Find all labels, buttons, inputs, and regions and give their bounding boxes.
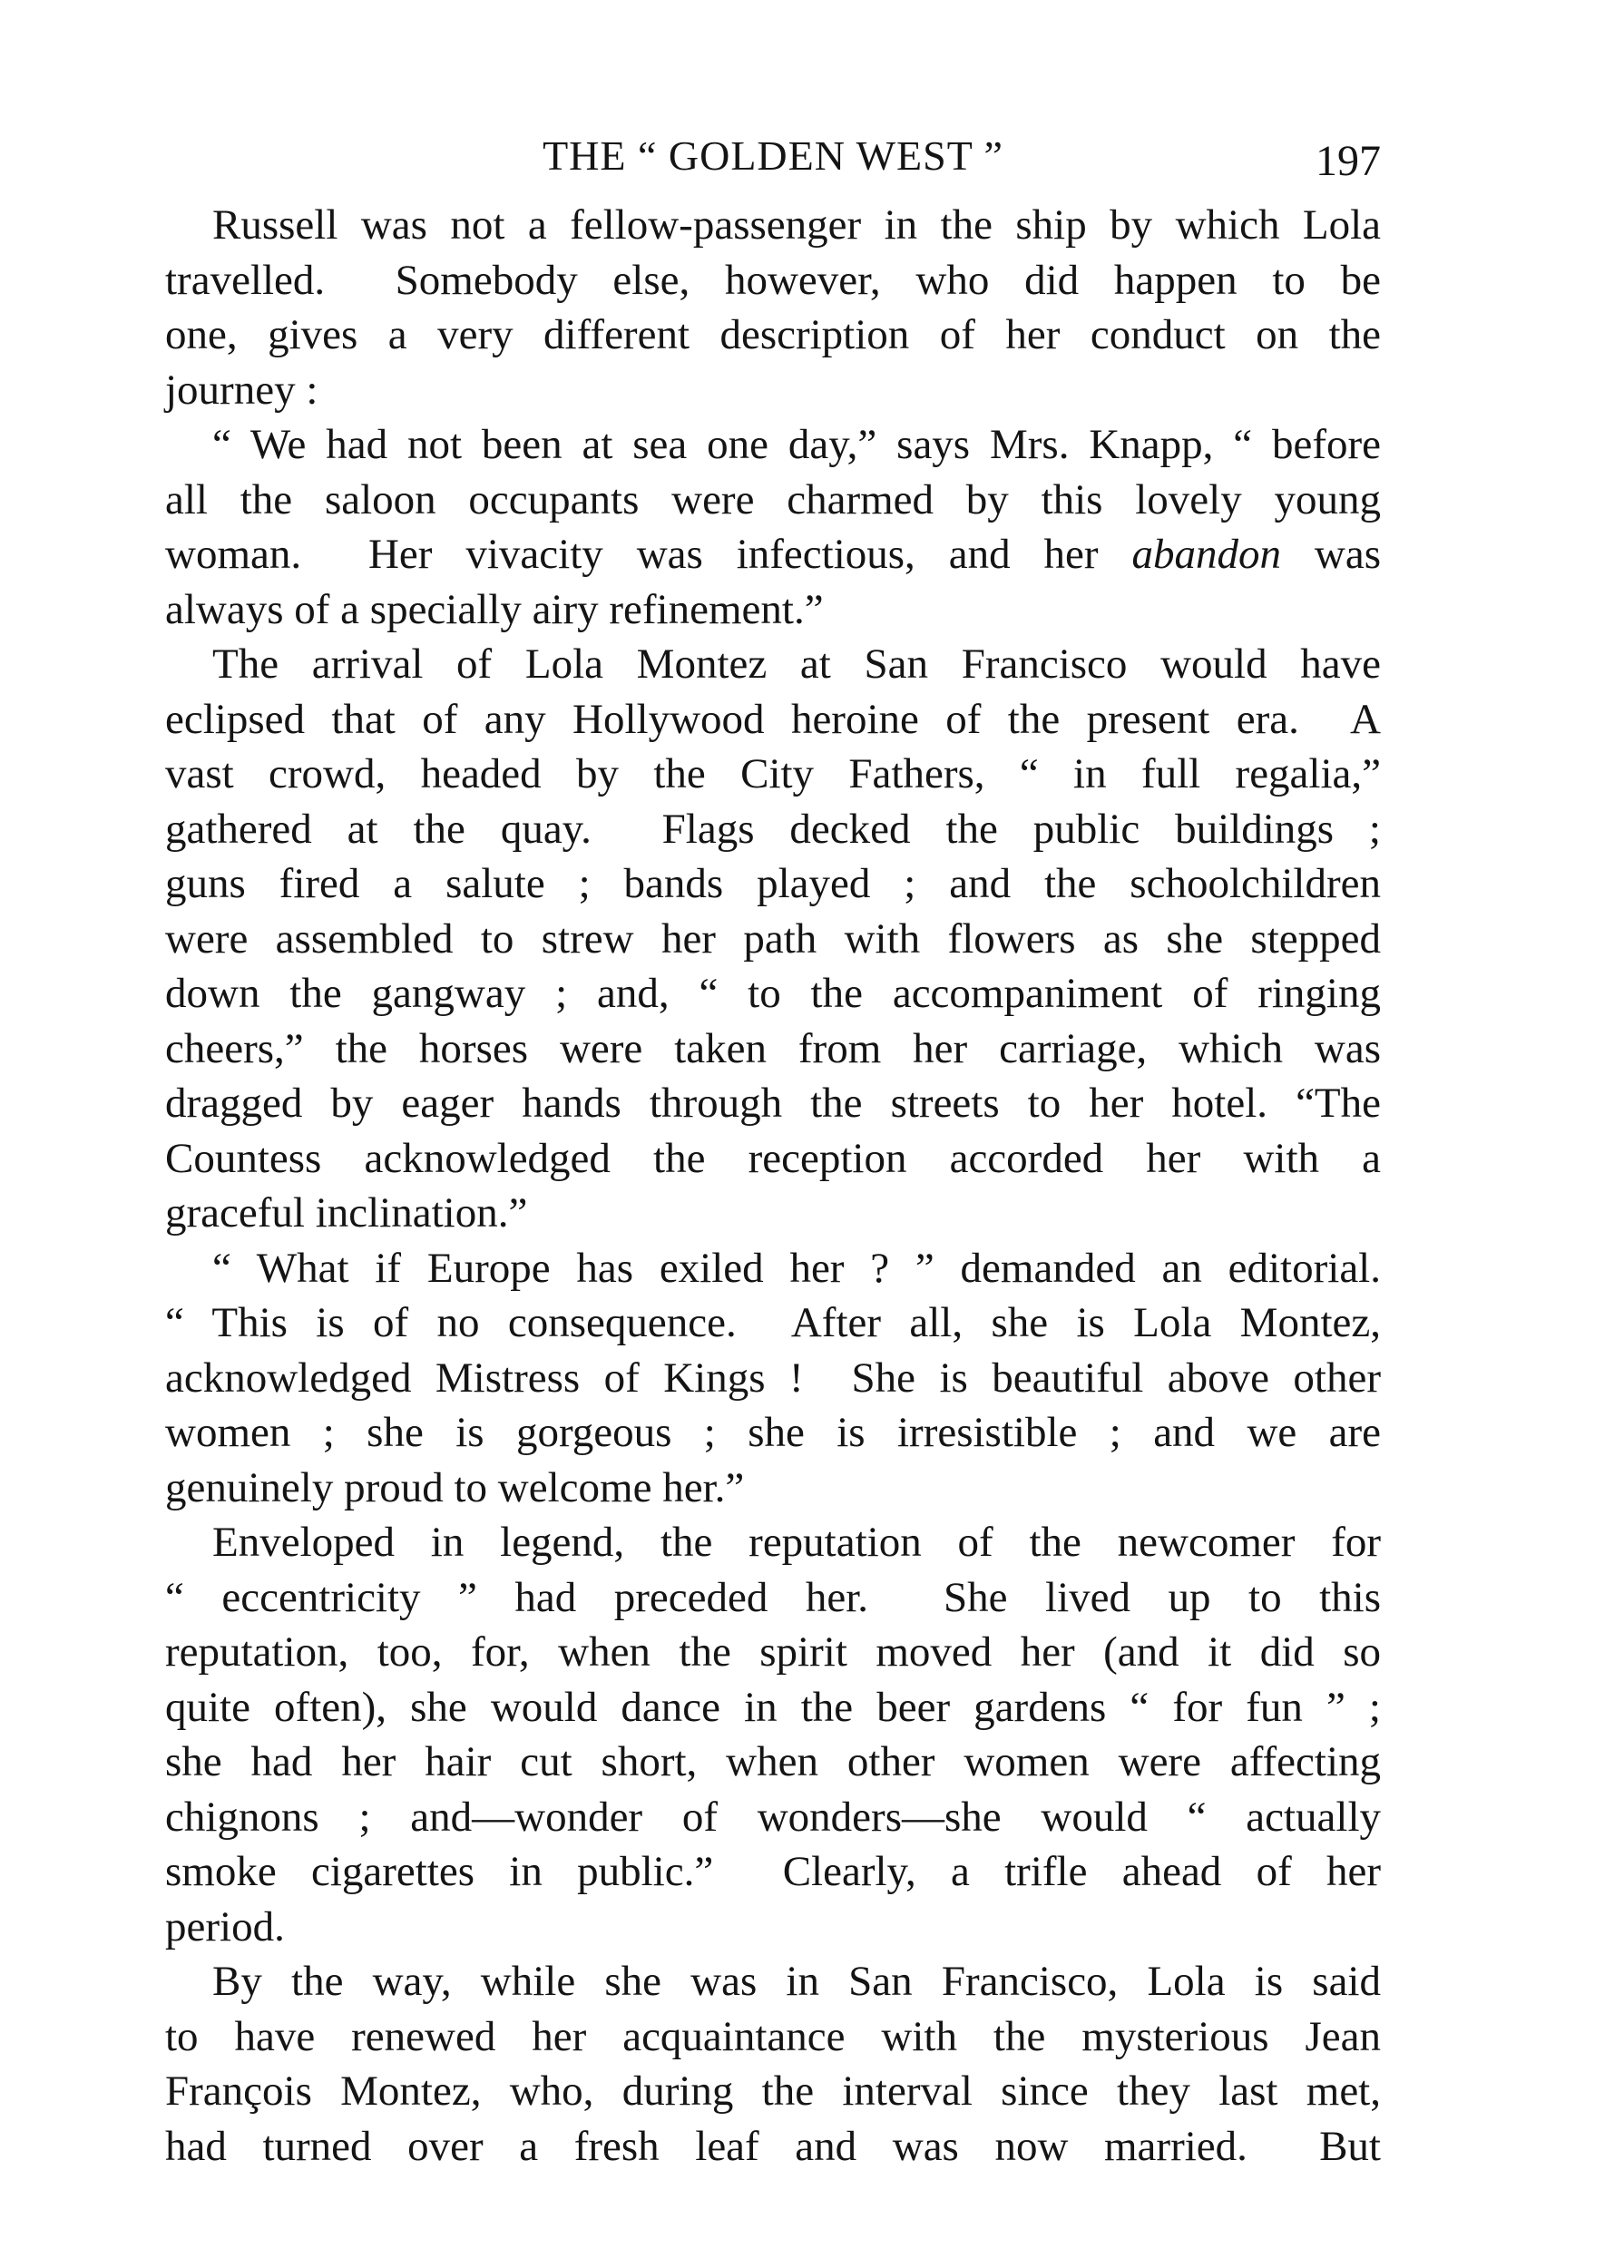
text-line: journey : <box>165 366 318 414</box>
text-line: quite often), she would dance in the beer gardens “ for fun ” ; <box>165 1683 1381 1731</box>
page-number: 197 <box>1316 137 1381 185</box>
running-head <box>165 120 1381 192</box>
text-line: “ What if Europe has exiled her ? ” demanded an editorial. <box>212 1244 1381 1292</box>
body-text <box>165 198 1381 2174</box>
text-line: The arrival of Lola Montez at San Francisco would have <box>212 640 1381 688</box>
text-line: she had her hair cut short, when other women were affecting <box>165 1738 1381 1785</box>
text-segment: was <box>1280 531 1382 578</box>
text-line: Countess acknowledged the reception accorded her with a <box>165 1134 1381 1182</box>
text-line: travelled. Somebody else, however, who did happen to be <box>165 256 1381 304</box>
text-line: chignons ; and—wonder of wonders—she would “ actually <box>165 1793 1381 1841</box>
emphasis-word: abandon <box>1131 531 1281 578</box>
text-line: eclipsed that of any Hollywood heroine of the present era. A <box>165 695 1381 743</box>
text-line: François Montez, who, during the interval since they last met, <box>165 2068 1381 2115</box>
text-line: “ This is of no consequence. After all, she is Lola Montez, <box>165 1299 1381 1346</box>
text-line <box>165 527 1381 582</box>
text-line: to have renewed her acquaintance with the mysterious Jean <box>165 2012 1381 2060</box>
text-line: graceful inclination.” <box>165 1189 528 1237</box>
text-line: one, gives a very different description of her conduct on the <box>165 311 1381 358</box>
text-segment: woman. Her vivacity was infectious, and her <box>165 531 1132 578</box>
text-line: reputation, too, for, when the spirit moved her (and it did so <box>165 1628 1381 1676</box>
text-line: dragged by eager hands through the streets to her hotel. “The <box>165 1080 1381 1127</box>
text-line: always of a specially airy refinement.” <box>165 585 824 633</box>
text-line: all the saloon occupants were charmed by this lovely young <box>165 475 1381 523</box>
text-line: women ; she is gorgeous ; she is irresistible ; and we are <box>165 1409 1381 1456</box>
text-line: down the gangway ; and, “ to the accompaniment of ringing <box>165 970 1381 1017</box>
text-line: By the way, while she was in San Francisco, Lola is said <box>212 1958 1381 2005</box>
text-line: “ We had not been at sea one day,” says Mrs. Knapp, “ before <box>212 421 1381 468</box>
text-line: genuinely proud to welcome her.” <box>165 1463 745 1511</box>
text-line: “ eccentricity ” had preceded her. She lived up to this <box>165 1573 1381 1621</box>
text-line: were assembled to strew her path with flowers as she stepped <box>165 914 1381 963</box>
text-line: smoke cigarettes in public.” Clearly, a trifle ahead of her <box>165 1848 1381 1895</box>
text-line: had turned over a fresh leaf and was now married. But <box>165 2122 1381 2170</box>
text-line: period. <box>165 1902 285 1950</box>
text-line: Enveloped in legend, the reputation of the newcomer for <box>212 1519 1381 1566</box>
text-line: acknowledged Mistress of Kings ! She is beautiful above other <box>165 1354 1381 1402</box>
text-line: cheers,” the horses were taken from her carriage, which was <box>165 1024 1381 1072</box>
text-line: Russell was not a fellow-passenger in the ship by which Lola <box>212 201 1381 249</box>
text-line: gathered at the quay. Flags decked the public buildings ; <box>165 805 1381 853</box>
text-line: guns fired a salute ; bands played ; and the schoolchildren <box>165 860 1381 907</box>
text-line: vast crowd, headed by the City Fathers, “ in full regalia,” <box>165 750 1381 797</box>
chapter-running-title: THE “ GOLDEN WEST ” <box>543 132 1003 179</box>
